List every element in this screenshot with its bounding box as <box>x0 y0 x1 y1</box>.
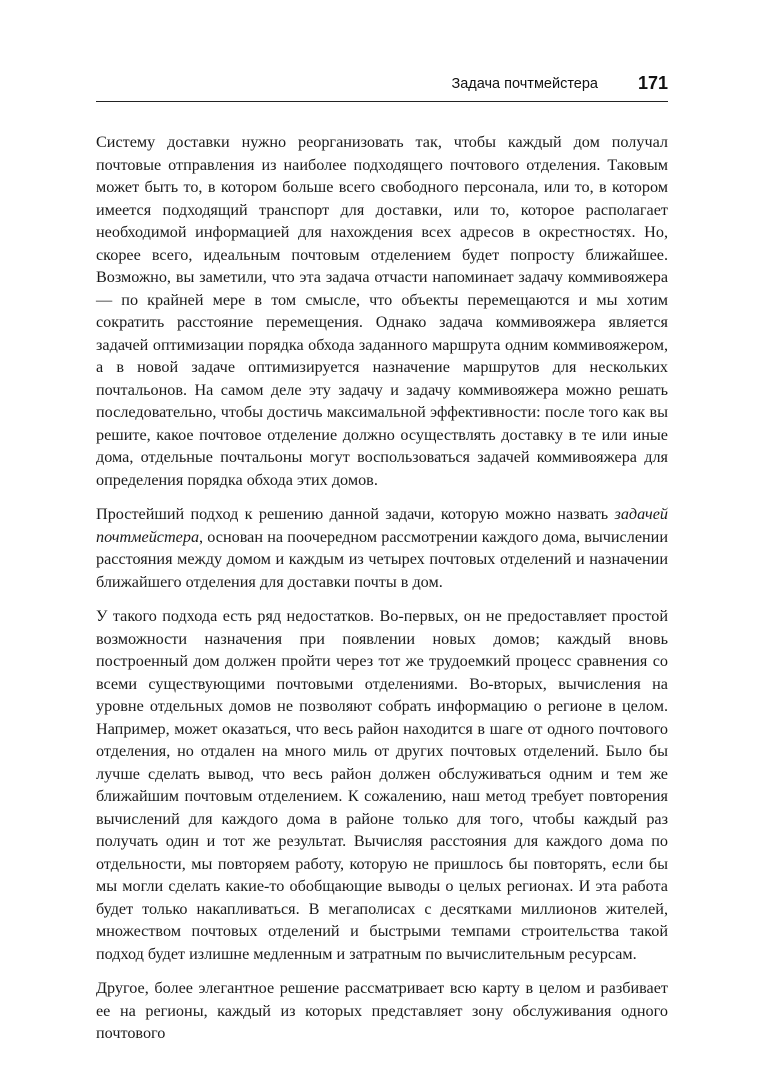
paragraph-2-text-before: Простейший подход к решению данной задачи, которую можно назвать <box>96 505 615 523</box>
paragraph-2-text-after: , основан на поочередном рассмотрении каждого дома, вычислении расстояния между домом и каждым из четырех почтовых отделений и назначении ближайшего отделения для доставки почты в дом. <box>96 527 668 591</box>
paragraph-4: Другое, более элегантное решение рассматривает всю карту в целом и разбивает ее на регионы, каждый из которых представляет зону обслуживания одного почтового <box>96 979 668 1042</box>
paragraph-2-emphasis: задачей почтмейстера <box>96 505 668 546</box>
paragraph-2 <box>96 503 668 593</box>
page-number: 171 <box>637 73 668 93</box>
running-header <box>96 73 668 102</box>
running-title: Задача почтмейстера <box>451 76 598 92</box>
paragraph-1: Систему доставки нужно реорганизовать так, чтобы каждый дом получал почтовые отправления из наиболее подходящего почтового отделения. Таковым может быть то, в котором больше всего свободного персонала, или то, в котором имеется подходящий транспорт для доставки, или то, которое располагает необходимой информацией для нахождения всех адресов в окрестностях. Но, скорее всего, идеальным почтовым отделением будет попросту ближайшее. Возможно, вы заметили, что эта задача отчасти напоминает задачу коммивояжера — по крайней мере в том смысле, что объекты перемещаются и мы хотим сократить расстояние перемещения. Однако задача коммивояжера является задачей оптимизации порядка обхода заданного маршрута одним коммивояжером, а в новой задаче оптимизируется назначение маршрутов для нескольких почтальонов. На самом деле эту задачу и задачу коммивояжера можно решать последовательно, чтобы достичь максимальной эффективности: после того как вы решите, какое почтовое отделение должно осуществлять доставку в те или иные дома, отдельные почтальоны могут воспользоваться задачей коммивояжера для определения порядка обхода этих домов. <box>96 133 668 489</box>
body-text <box>96 131 668 1057</box>
paragraph-3: У такого подхода есть ряд недостатков. Во-первых, он не предоставляет простой возможности назначения при появлении новых домов; каждый вновь построенный дом должен пройти через тот же трудоемкий процесс сравнения со всеми существующими почтовыми отделениями. Во-вторых, вычисления на уровне отдельных домов не позволяют собрать информацию о регионе в целом. Например, может оказаться, что весь район находится в шаге от одного почтового отделения, но отдален на много миль от других почтовых отделений. Было бы лучше сделать вывод, что весь район должен обслуживаться одним и тем же ближайшим почтовым отделением. К сожалению, наш метод требует повторения вычислений для каждого дома в районе только для того, чтобы каждый раз получать один и тот же результат. Вычисляя расстояния для каждого дома по отдельности, мы повторяем работу, которую не пришлось бы повторять, если бы мы могли сделать какие-то обобщающие выводы о целых регионах. И эта работа будет только накапливаться. В мегаполисах с десятками миллионов жителей, множеством почтовых отделений и быстрыми темпами строительства такой подход будет излишне медленным и затратным по вычислительным ресурсам. <box>96 607 668 963</box>
